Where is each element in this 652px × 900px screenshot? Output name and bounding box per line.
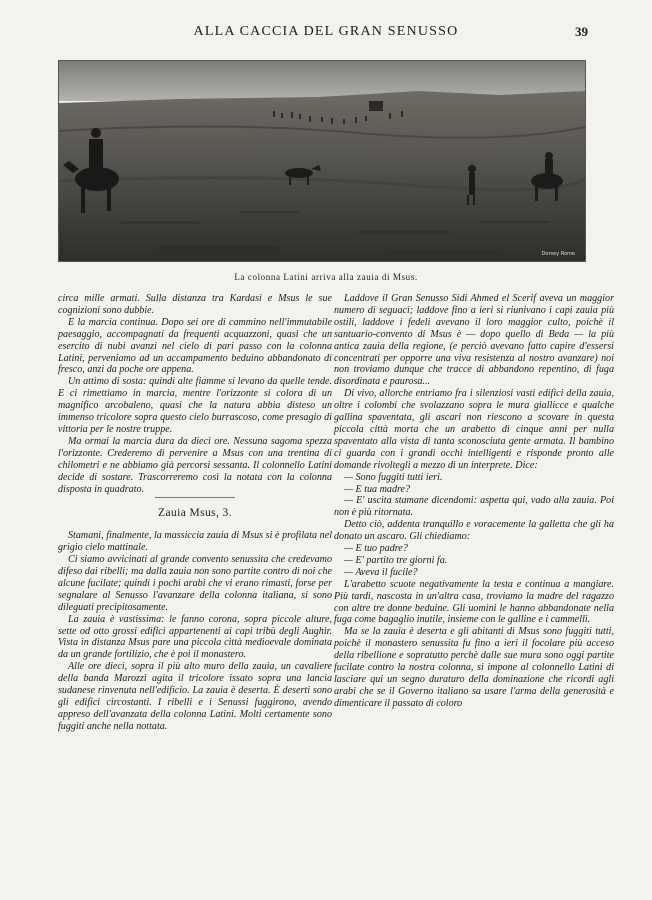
paragraph: Ma ormai la marcia dura da dieci ore. Nessuna sagoma spezza l'orizzonte. Crederemo di pervenire a Msus con una trentina di chilometri e ne abbiamo già percorsi sessanta. Il colonnello Latini decide di sostare. Trascorreremo così la notata con la colonna disposta in quadrato. <box>58 435 332 495</box>
left-column <box>58 293 332 733</box>
paragraph: Ma se la zauia è deserta e gli abitanti di Msus sono fuggiti tutti, poichè il monastero senussita fu fino a ieri il focolare più acceso della ribellione e sopratutto perchè dalle sue mura sono oggi partite fucilate contro la nostra colonna, si impone al colonnello Latini di lasciare qui un segno duraturo della dominazione che ricordi agli arabi che se il Governo italiano sa usare l'arma della generosità e dimenticare il passato di coloro <box>334 626 614 709</box>
photograph <box>58 60 586 262</box>
paragraph: Detto ciò, addenta tranquillo e voracemente la galletta che gli ha donato un ascaro. Gli chiediamo: <box>334 519 614 543</box>
page-header <box>0 24 652 44</box>
paragraph: Di vivo, allorche entriamo fra i silenziosi vasti edifici della zauia, oltre i colombi che svolazzano sopra le mura giallicce e qualche gallina spaventata, gli ascari non riescono a scovare in questa piccola città morta che un arabetto di cinque anni per nulla spaventato alla vista di tanta sconosciuta gente armata. Il bambino ci guarda con i grandi occhi intelligenti e risponde pronto alle domande rivoltegli a mezzo di un interprete. Dice: <box>334 388 614 471</box>
section-heading: Zauia Msus, 3. <box>158 507 232 520</box>
page-number: 39 <box>575 24 588 39</box>
section-divider <box>155 497 235 498</box>
dialogue-line: — E' uscita stamane dicendomi: aspetta qui, vado alla zauia. Poi non è più ritornata. <box>334 495 614 519</box>
paragraph: La zauia è vastissima: le fanno corona, sopra piccole alture, sette od otto grossi edifici appartenenti ai capi tribù degli Aughir. Vista in distanza Msus pare una piccola città medioevale dominata da un grande fortilizio, che è poi il monastero. <box>58 613 332 661</box>
dialogue-line: — Aveva il fucile? <box>344 566 418 578</box>
paragraph: Un attimo di sosta: quindi alte fiamme si levano da quelle tende. E ci rimettiamo in marcia, mentre l'orizzonte si colora di un magnifico arcobaleno, quasi che la natura abbia disteso un immenso tricolore sopra questo cielo burrascoso, come presagio di vittoria per le nostre truppe. <box>58 376 332 435</box>
paragraph: Ci siamo avvicinati al grande convento senussita che credevamo difeso dai ribelli; ma dalla zauia non sono partite contro di noi che alcune fucilate; quindi i pochi arabi che vi erano rimasti, forse per segnalare al Senusso l'avanzare della colonna italiana, si sono dileguati precipitosamente. <box>58 554 332 613</box>
desert-caravan-photo <box>59 61 585 261</box>
running-title: ALLA CACCIA DEL GRAN SENUSSO <box>193 24 459 39</box>
paragraph: Laddove il Gran Senusso Sidi Ahmed el Scerif aveva un maggior numero di seguaci; laddove fino a ieri si riunivano i capi zauia più ostili, laddove i fedeli avevano il loro maggior culto, poichè il santuario-convento di Msus è — dopo quello di Beda — la più antica zauia della regione, (e perciò avevano fatto capire d'essersi concentrati per opporre una viva resistenza al nostro avanzare) noi non troviamo dunque che tracce di abbandono repentino, di fuga disordinata e paurosa... <box>334 293 614 388</box>
dialogue-line: — E tua madre? <box>344 483 411 495</box>
paragraph: Stamani, finalmente, la massiccia zauia di Msus si è profilata nel grigio cielo mattinale. <box>58 530 332 554</box>
paragraph: E la marcia continua. Dopo sei ore di cammino nell'immutabile paesaggio, accompagnati da frequenti acquazzoni, quasi che un esercito di nubi avanzi nel cielo di pari passo con la colonna Latini, perveniamo ad un accampamento beduino abbandonato di fresco, anzi da poche ore appena. <box>58 316 332 376</box>
dialogue-line: — Sono fuggiti tutti ieri. <box>344 471 443 483</box>
figure-caption: La colonna Latini arriva alla zauia di Msus. <box>234 272 418 282</box>
paragraph: Alle ore dieci, sopra il più alto muro della zauia, un cavaliere della banda Marozzi agita il tricolore issato sopra una lancia sudanese rinvenuta nell'edificio. La zauia è deserta. È deserti sono gli edifici circostanti. I ribelli e i Senussi fuggirono, avendo appreso dell'avanzata della colonna Latini. Molti certamente sono fuggiti anche nella nottata. <box>58 661 332 732</box>
photo-credit: Dorsey Rome <box>541 251 575 257</box>
paragraph: L'arabetto scuote negativamente la testa e continua a mangiare. Più tardi, nascosta in un'altra casa, troviamo la madre del ragazzo con altre tre donne beduine. Gli uomini le hanno abbandonate nella fuga come bagaglio inutile, insieme con le galline e i cammelli. <box>334 578 614 626</box>
dialogue-line: — E' partito tre giorni fa. <box>344 554 448 566</box>
paragraph: circa mille armati. Sulla distanza tra Kardasi e Msus le sue cognizioni sono dubbie. <box>58 293 332 316</box>
right-column <box>334 293 614 710</box>
dialogue-line: — E tuo padre? <box>344 543 408 555</box>
